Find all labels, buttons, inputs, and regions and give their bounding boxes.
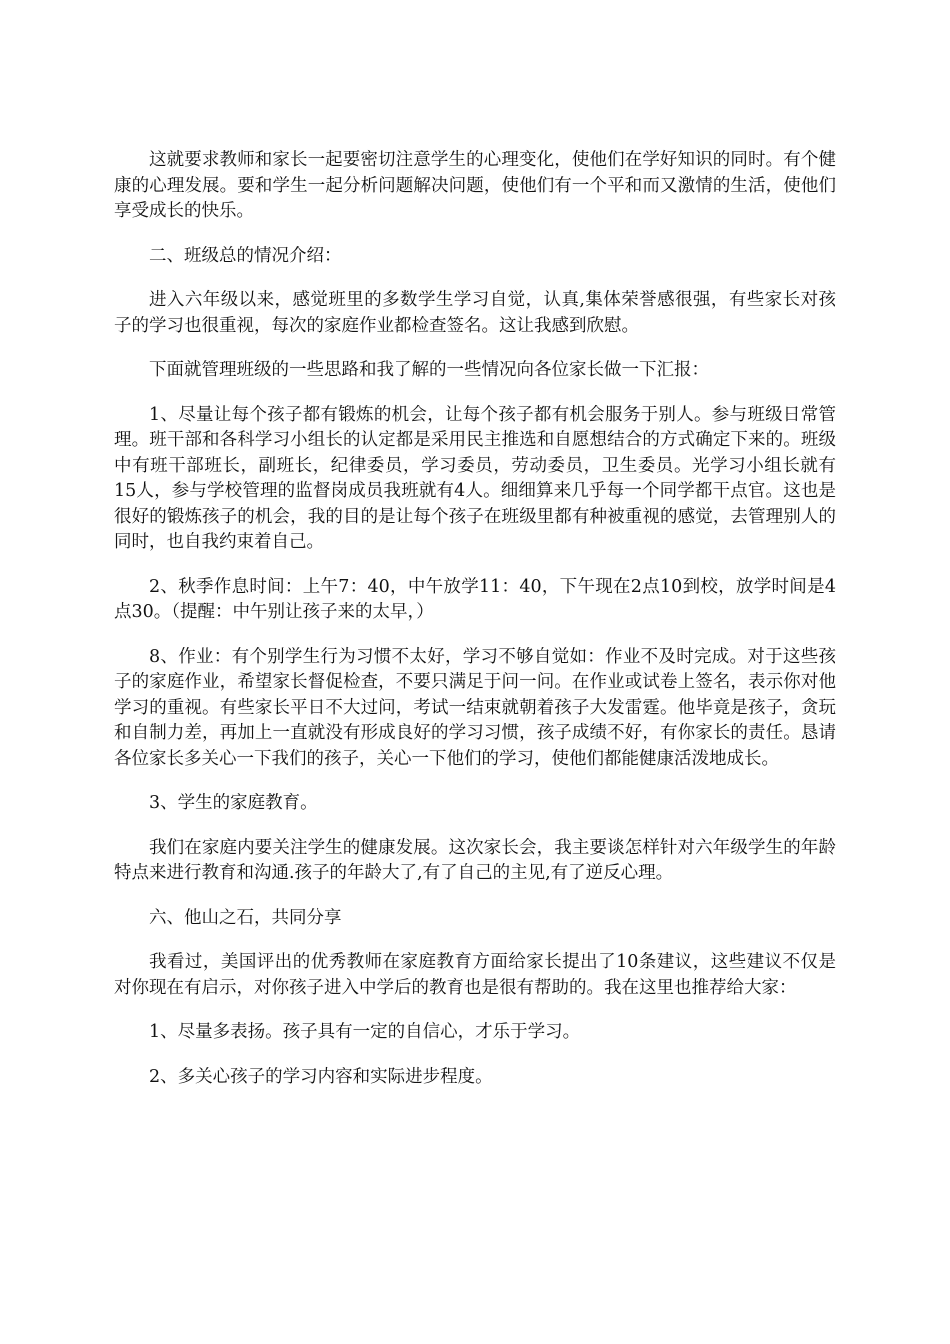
paragraph-grade-six: 进入六年级以来，感觉班里的多数学生学习自觉，认真,集体荣誉感很强，有些家长对孩子的学习也很重视，每次的家庭作业都检查签名。这让我感到欣慰。 xyxy=(114,290,836,336)
heading-class-overview: 二、班级总的情况介绍： xyxy=(149,245,342,266)
paragraph-intro: 这就要求教师和家长一起要密切注意学生的心理变化，使他们在学好知识的同时。有个健康的心理发展。要和学生一起分析问题解决问题，使他们有一个平和而又激情的生活，使他们享受成长的快乐。 xyxy=(114,150,836,221)
list-item-2-schedule: 2、秋季作息时间：上午7：40，中午放学11：40，下午现在2点10到校，放学时间是4点30。（提醒：中午别让孩子来的太早，） xyxy=(114,576,836,622)
list-item-8-homework: 8、作业：有个别学生行为习惯不太好，学习不够自觉如：作业不及时完成。对于这些孩子的家庭作业，希望家长督促检查，不要只满足于问一问。在作业或试卷上签名，表示你对他学习的重视。有些家长平日不大过问，考试一结束就朝着孩子大发雷霆。他毕竟是孩子，贪玩和自制力差，再加上一直就没有形成良好的学习习惯，孩子成绩不好，有你家长的责任。恳请各位家长多关心一下我们的孩子，关心一下他们的学习，使他们都能健康活泼地成长。 xyxy=(114,646,836,769)
heading-home-education: 3、学生的家庭教育。 xyxy=(149,793,318,813)
suggestion-item-2: 2、多关心孩子的学习内容和实际进步程度。 xyxy=(149,1066,493,1087)
suggestion-item-1: 1、尽量多表扬。孩子具有一定的自信心，才乐于学习。 xyxy=(149,1022,581,1042)
list-item-1-practice: 1、尽量让每个孩子都有锻炼的机会，让每个孩子都有机会服务于别人。参与班级日常管理。班干部和各科学习小组长的认定都是采用民主推选和自愿想结合的方式确定下来的。班级中有班干部班长，副班长，纪律委员，学习委员，劳动委员，卫生委员。光学习小组长就有15人，参与学校管理的监督岗成员我班就有4人。细细算来几乎每一个同学都干点官。这也是很好的锻炼孩子的机会，我的目的是让每个孩子在班级里都有种被重视的感觉，去管理别人的同时，也自我约束着自己。 xyxy=(114,404,836,552)
paragraph-ten-suggestions: 我看过，美国评出的优秀教师在家庭教育方面给家长提出了10条建议，这些建议不仅是对你现在有启示，对你孩子进入中学后的教育也是很有帮助的。我在这里也推荐给大家： xyxy=(114,952,836,998)
paragraph-home-development: 我们在家庭内要关注学生的健康发展。这次家长会，我主要谈怎样针对六年级学生的年龄特点来进行教育和沟通.孩子的年龄大了,有了自己的主见,有了逆反心理。 xyxy=(114,837,836,883)
paragraph-report-lead: 下面就管理班级的一些思路和我了解的一些情况向各位家长做一下汇报： xyxy=(149,360,709,380)
heading-sharing: 六、他山之石，共同分享 xyxy=(149,907,342,928)
document-body xyxy=(114,148,836,1109)
